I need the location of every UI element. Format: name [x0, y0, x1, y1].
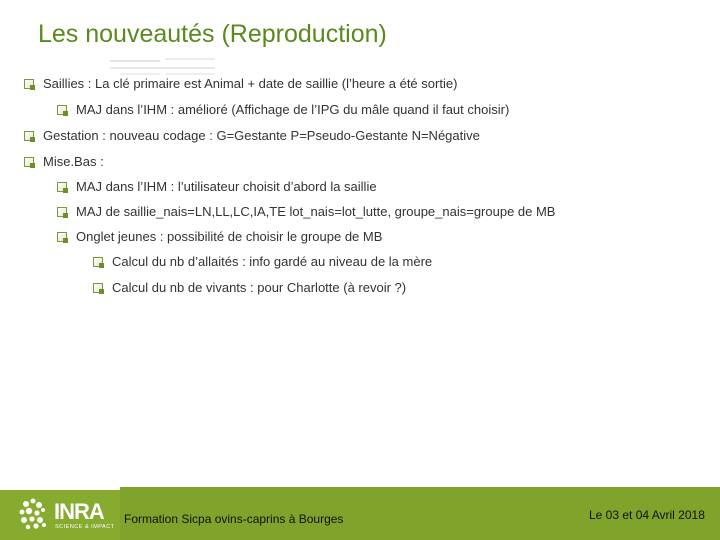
bullet-text: MAJ dans l’IHM : amélioré (Affichage de l’IPG du mâle quand il faut choisir)	[76, 102, 510, 117]
bullet-text: MAJ dans l’IHM : l’utilisateur choisit d’abord la saillie	[76, 179, 377, 194]
list-item	[24, 128, 480, 143]
list-item	[57, 204, 555, 219]
footer-formation: Formation Sicpa ovins-caprins à Bourges	[124, 512, 344, 526]
bullet-text: Saillies : La clé primaire est Animal + date de saillie (l’heure a été sortie)	[43, 76, 458, 91]
logo-tagline: SCIENCE & IMPACT	[55, 524, 115, 530]
logo-wordmark: INRA	[54, 499, 104, 524]
list-item	[24, 76, 457, 91]
checkbox-bullet-icon	[93, 283, 103, 293]
checkbox-bullet-icon	[57, 207, 67, 217]
checkbox-bullet-icon	[57, 182, 67, 192]
list-item	[93, 254, 432, 269]
bullet-text: Calcul du nb de vivants : pour Charlotte (à revoir ?)	[112, 280, 407, 295]
list-item	[24, 154, 104, 169]
bullet-text: Onglet jeunes : possibilité de choisir le groupe de MB	[76, 229, 383, 244]
checkbox-bullet-icon	[93, 257, 103, 267]
footer-date: Le 03 et 04 Avril 2018	[589, 508, 705, 522]
checkbox-bullet-icon	[24, 157, 34, 167]
list-item	[93, 280, 406, 295]
bullet-text: Mise.Bas :	[43, 154, 104, 169]
checkbox-bullet-icon	[24, 79, 34, 89]
slide-title: Les nouveautés (Reproduction)	[38, 20, 387, 48]
checkbox-bullet-icon	[24, 131, 34, 141]
list-item	[57, 229, 382, 244]
checkbox-bullet-icon	[57, 105, 67, 115]
list-item	[57, 179, 377, 194]
list-item	[57, 102, 509, 117]
bullet-text: Calcul du nb d’allaités : info gardé au niveau de la mère	[112, 254, 433, 269]
bullet-text: MAJ de saillie_nais=LN,LL,LC,IA,TE lot_nais=lot_lutte, groupe_nais=groupe de MB	[76, 204, 556, 219]
bullet-text: Gestation : nouveau codage : G=Gestante P=Pseudo-Gestante N=Négative	[43, 128, 480, 143]
checkbox-bullet-icon	[57, 232, 67, 242]
